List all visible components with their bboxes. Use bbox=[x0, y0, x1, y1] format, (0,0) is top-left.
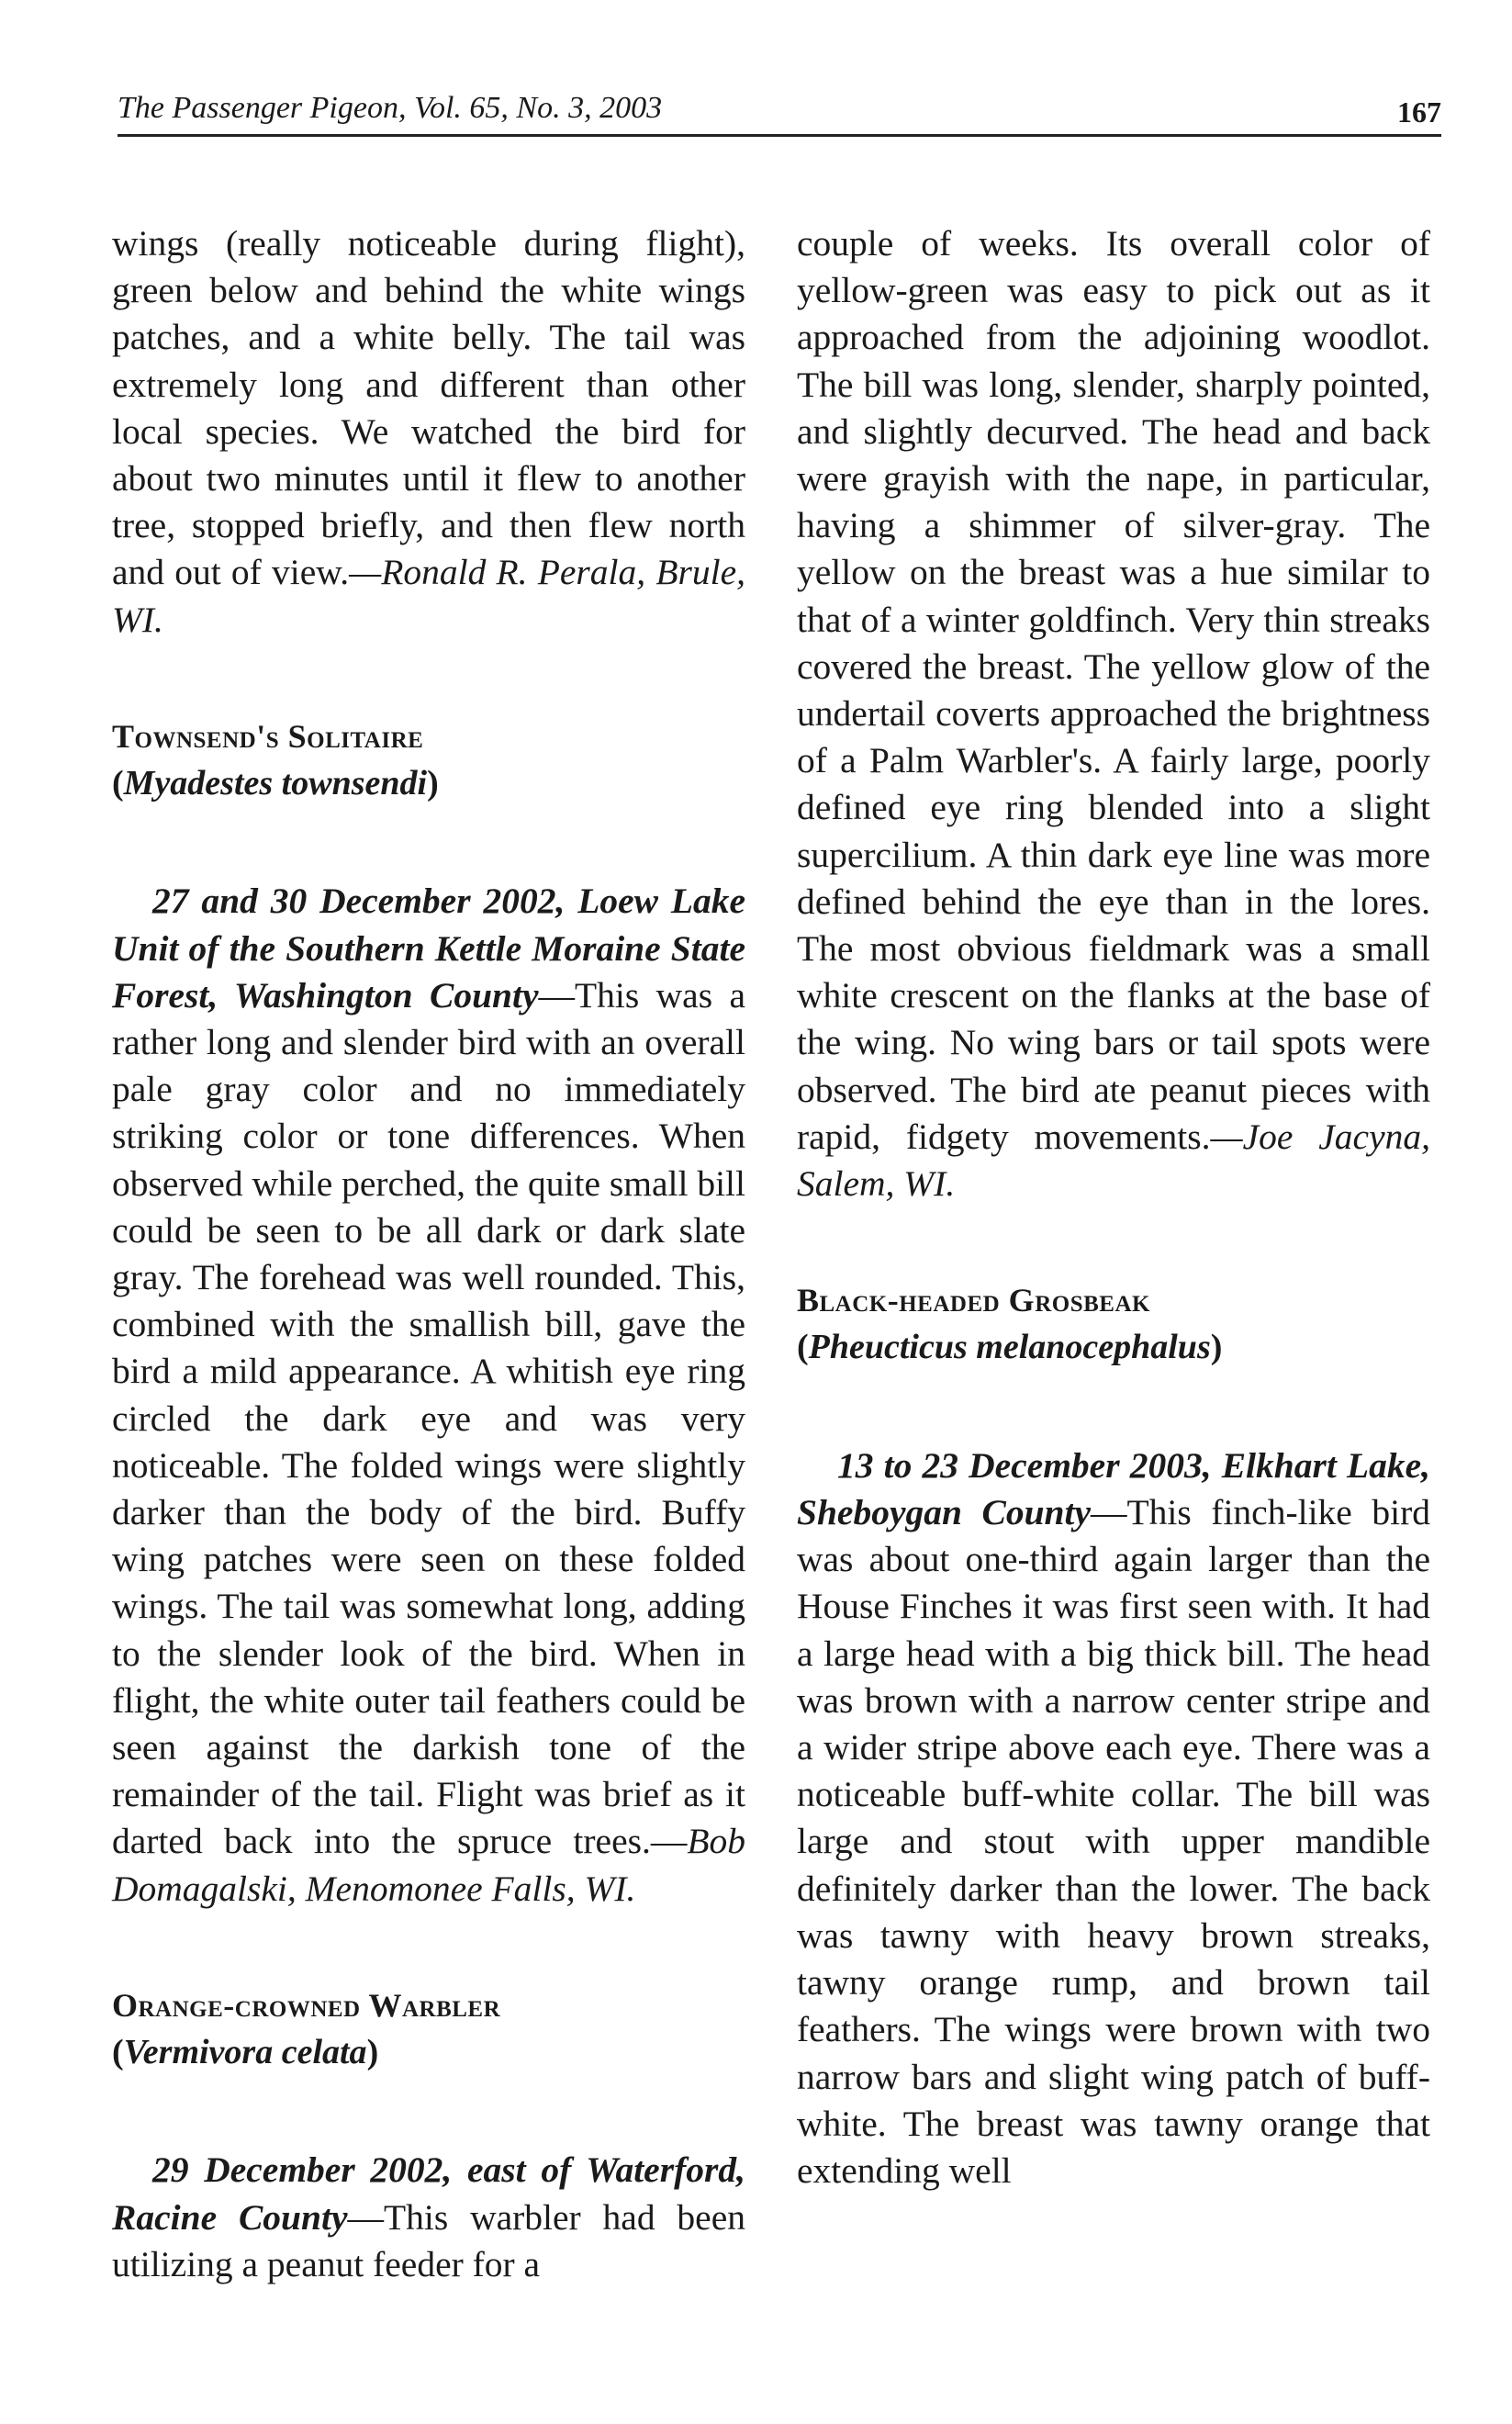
continued-text: wings (really noticeable during flight), green below and behind the white wings patches, and a white belly. The tail was extremely long and different than other local species. We watched the bird for about two minutes until it flew to another tree, stopped briefly, and then flew north and out of view. bbox=[112, 223, 745, 593]
account-text: —This finch-like bird was about one-third again larger than the House Finches it was first seen with. It had a large head with a big thick bill. The head was brown with a narrow center stripe and a wider stripe above each eye. There was a noticeable buff-white collar. The bill was large and stout with upper mandible definitely darker than the lower. The back was tawny with heavy brown streaks, tawny orange rump, and brown tail feathers. The wings were brown with two narrow bars and slight wing patch of buff-white. The breast was tawny orange that extending well bbox=[797, 1492, 1430, 2191]
scientific-name: (Vermivora celata) bbox=[112, 2033, 379, 2072]
left-column bbox=[112, 220, 745, 2288]
continued-paragraph bbox=[797, 220, 1430, 1207]
species-account bbox=[112, 878, 745, 1912]
species-heading: Townsend's Solitaire bbox=[112, 717, 424, 755]
species-heading: Black-headed Grosbeak bbox=[797, 1282, 1150, 1319]
sighting-location: 29 December 2002, east of Waterford, Racine County bbox=[112, 2149, 745, 2238]
observer-credit: —Ronald R. Perala, Brule, WI. bbox=[112, 552, 745, 640]
scientific-name: (Myadestes townsendi) bbox=[112, 764, 439, 803]
running-head: The Passenger Pigeon, Vol. 65, No. 3, 2003 bbox=[118, 91, 663, 125]
sighting-location: 27 and 30 December 2002, Loew Lake Unit of the Southern Kettle Moraine State Forest, Washington County bbox=[112, 881, 745, 1016]
sighting-location: 13 to 23 December 2003, Elkhart Lake, Sheboygan County bbox=[797, 1444, 1430, 1533]
continued-paragraph bbox=[112, 220, 745, 644]
observer-credit: —Joe Jacyna, Salem, WI. bbox=[797, 1116, 1430, 1205]
continued-text: couple of weeks. Its overall color of yellow-green was easy to pick out as it approached from the adjoining woodlot. The bill was long, slender, sharply pointed, and slightly decurved. The head and back were grayish with the nape, in particular, having a shimmer of silver-gray. The yellow on the breast was a hue similar to that of a winter goldfinch. Very thin streaks covered the breast. The yellow glow of the undertail coverts approached the brightness of a Palm Warbler's. A fairly large, poorly defined eye ring blended into a slight supercilium. A thin dark eye line was more defined behind the eye than in the lores. The most obvious fieldmark was a small white crescent on the flanks at the base of the wing. No wing bars or tail spots were observed. The bird ate peanut pieces with rapid, fidgety movements. bbox=[797, 223, 1430, 1157]
page-number: 167 bbox=[1397, 95, 1441, 129]
observer-credit: Bob Domagalski, Menomonee Falls, WI. bbox=[112, 1821, 745, 1909]
species-account bbox=[112, 2147, 745, 2288]
scientific-name: (Pheucticus melanocephalus) bbox=[797, 1328, 1223, 1367]
right-column bbox=[797, 220, 1430, 2194]
species-heading: Orange-crowned Warbler bbox=[112, 1986, 501, 2024]
account-text: —This warbler had been utilizing a peanut feeder for a bbox=[112, 2196, 745, 2284]
account-text: —This was a rather long and slender bird with an overall pale gray color and no immediately striking color or tone differences. When observed while perched, the quite small bill could be seen to be all dark or dark slate gray. The forehead was well rounded. This, combined with the smallish bill, gave the bird a mild appearance. A whitish eye ring circled the dark eye and was very noticeable. The folded wings were slightly darker than the body of the bird. Buffy wing patches were seen on these folded wings. The tail was somewhat long, adding to the slender look of the bird. When in flight, the white outer tail feathers could be seen against the darkish tone of the remainder of the tail. Flight was brief as it darted back into the spruce trees.— bbox=[112, 974, 745, 1862]
page-header bbox=[118, 88, 1441, 137]
species-account bbox=[797, 1442, 1430, 2194]
